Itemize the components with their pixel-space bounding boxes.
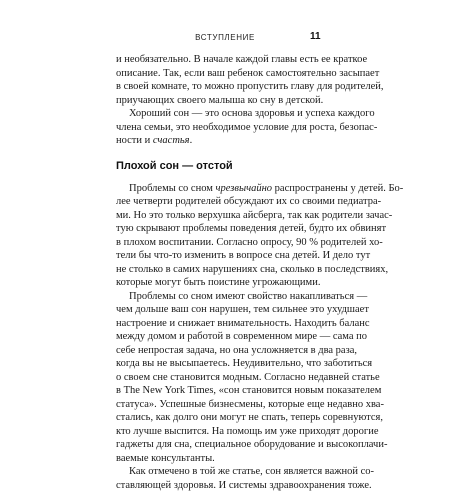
body-line: в плохом воспитании. Согласно опросу, 90 % родителей хо-	[116, 236, 383, 248]
body-line: и необязательно. В начале каждой главы есть ее краткое	[116, 54, 368, 65]
body-line: Проблемы со сном чрезвычайно распространены у детей. Бо-	[129, 182, 404, 194]
body-line: приучающих своего малыша ко сну в детской.	[116, 94, 324, 106]
body-line: стались, как долго они могут не спать, теперь соревнуются,	[116, 412, 383, 423]
body-line: тую скрывают проблемы поведения детей, будто их обвинят	[116, 223, 387, 234]
body-line: между домом и работой в современном мире — сама по	[116, 331, 368, 342]
body-line: ности и счастья.	[116, 135, 193, 146]
body-line: в The New York Times, «сон становится новым показателем	[116, 385, 382, 396]
body-line: гаджеты для сна, специальное оборудование и высокоплачи-	[116, 439, 388, 450]
body-line: настроение и снижает внимательность. Находить баланс	[116, 317, 370, 329]
body-line: Как отмечено в той же статье, сон является важной со-	[129, 466, 375, 477]
emphasis-text: счастья	[152, 135, 190, 146]
body-line: когда вы не высыпаетесь. Неудивительно, что заботиться	[116, 358, 373, 369]
body-line: члена семьи, это необходимое условие для роста, безопас-	[116, 121, 378, 133]
body-line: себе непростая задача, но она усложняется в два раза,	[116, 344, 358, 356]
body-line: не столько в самих нарушениях сна, сколько в последствиях,	[116, 263, 389, 275]
body-line: Проблемы со сном имеют свойство накапливаться —	[129, 290, 368, 302]
body-line: Хороший сон — это основа здоровья и успеха каждого	[129, 108, 375, 119]
body-line: тели бы что-то изменить в вопросе сна детей. И дело тут	[116, 250, 371, 261]
body-line: чем дольше ваш сон нарушен, тем сильнее это ухудшает	[116, 304, 369, 315]
section-heading: Плохой сон — отстой	[116, 159, 233, 172]
body-line: ми. Но это только верхушка айсберга, так как родители зачас-	[116, 209, 393, 221]
body-line: ставляющей здоровья. И системы здравоохранения тоже.	[116, 479, 372, 491]
running-head: ВСТУПЛЕНИЕ	[195, 33, 255, 42]
page-number: 11	[310, 31, 321, 42]
body-line: в своей комнате, то можно пропустить главу для родителей,	[116, 81, 384, 92]
body-line: которые могут быть поистине угрожающими.	[116, 277, 321, 288]
body-line: кто лучше выспится. На помощь им уже приходят дорогие	[116, 425, 379, 437]
emphasis-text: чрезвычайно	[215, 182, 273, 194]
body-line: лее четверти родителей обсуждают их со своими педиатра-	[116, 196, 382, 207]
body-line: статуса». Успешные бизнесмены, которые еще недавно хва-	[116, 398, 384, 410]
body-line: ваемые консультанты.	[116, 452, 215, 464]
body-line: описание. Так, если ваш ребенок самостоятельно засыпает	[116, 67, 380, 79]
body-line: о своем сне становится модным. Согласно недавней статье	[116, 371, 380, 383]
